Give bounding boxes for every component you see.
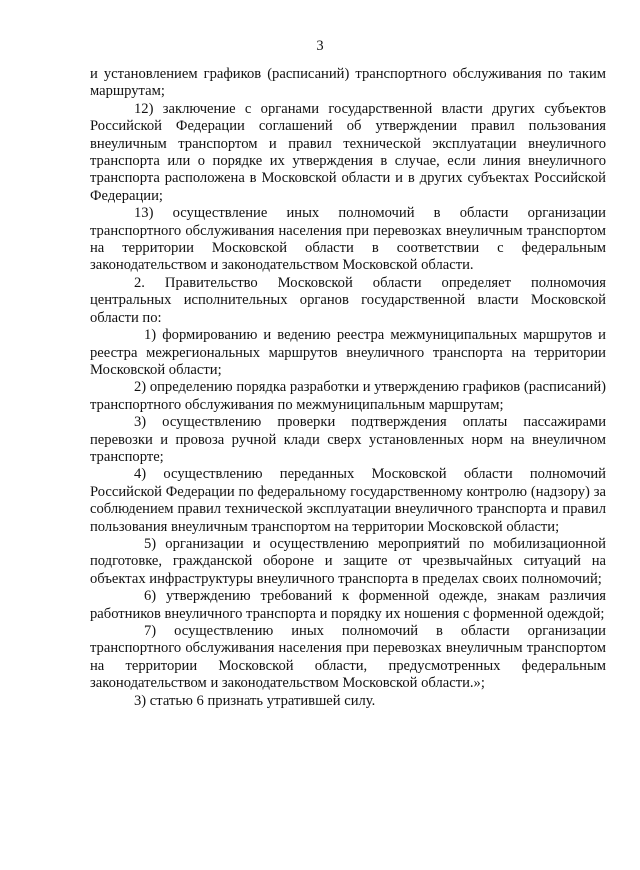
paragraph-continuation: и установлением графиков (расписаний) транспортного обслуживания по таким маршрутам; [90, 66, 606, 100]
paragraph-subitem-5: 5) организации и осуществлению мероприятий по мобилизационной подготовке, гражданской обороне и защите от чрезвычайных ситуаций на объектах инфраструктуры внеуличного транспорта в пределах своих полномочий; [90, 535, 606, 587]
paragraph-subitem-6: 6) утверждению требований к форменной одежде, знакам различия работников внеуличного транспорта и порядку их ношения с форменной одеждой; [90, 588, 606, 622]
paragraph-subitem-7: 7) осуществлению иных полномочий в области организации транспортного обслуживания населения при перевозках внеуличным транспортом на территории Московской области, предусмотренных федеральным законодательством и законодательством Московской области.»; [90, 623, 606, 692]
paragraph-item-3: 3) статью 6 признать утратившей силу. [134, 692, 376, 709]
paragraph-subitem-3: 3) осуществлению проверки подтверждения оплаты пассажирами перевозки и провоза ручной клади сверх установленных норм на внеуличном транспорте; [90, 414, 606, 465]
paragraph-section-2: 2. Правительство Московской области определяет полномочия центральных исполнительных органов государственной власти Московской области по: [90, 274, 606, 326]
document-body [90, 66, 606, 710]
paragraph-item-13: 13) осуществление иных полномочий в области организации транспортного обслуживания населения при перевозках внеуличным транспортом на территории Московской области в соответствии с федеральным законодательством и законодательством Московской области. [90, 205, 606, 274]
page-number: 3 [316, 38, 324, 54]
paragraph-subitem-2: 2) определению порядка разработки и утверждению графиков (расписаний) транспортного обслуживания по межмуниципальным маршрутам; [90, 379, 606, 413]
paragraph-item-12: 12) заключение с органами государственной власти других субъектов Российской Федерации соглашений об утверждении правил пользования внеуличным транспортом и правил технической эксплуатации внеуличного транспорта или о порядке их утверждения в случае, если линия внеуличного транспорта расположена в Московской области и в других субъектах Российской Федерации; [90, 100, 606, 204]
paragraph-subitem-1: 1) формированию и ведению реестра межмуниципальных маршрутов и реестра межрегиональных маршрутов внеуличного транспорта на территории Московской области; [90, 327, 606, 378]
paragraph-subitem-4: 4) осуществлению переданных Московской области полномочий Российской Федерации по федеральному государственному контролю (надзору) за соблюдением правил технической эксплуатации внеуличного транспорта и правил пользования внеуличным транспортом на территории Московской области; [90, 466, 606, 535]
